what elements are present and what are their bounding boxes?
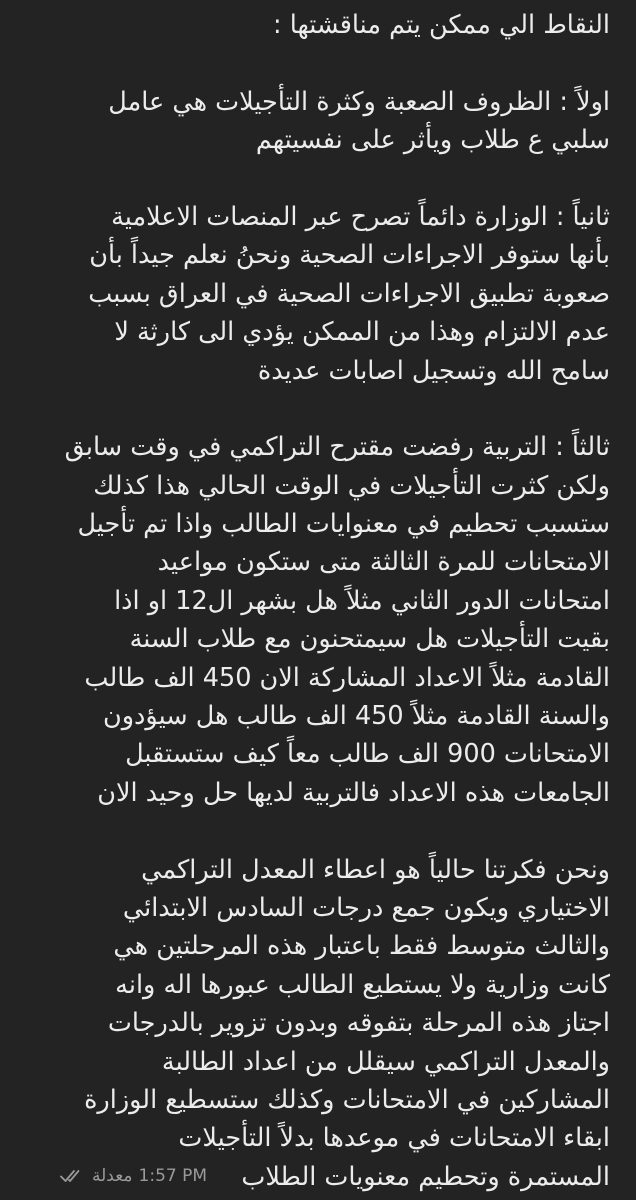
message-paragraph [20,83,610,160]
message-line: والسنة القادمة مثلاً 450 الف طالب هل سيؤدون [103,701,610,732]
message-line: عدم الالتزام وهذا من الممكن يؤدي الى كارثة لا [114,317,610,348]
message-line: النقاط الي ممكن يتم مناقشتها : [273,10,610,40]
double-check-icon [60,1168,86,1184]
message-line: امتحانات الدور الثاني مثلاً هل بشهر ال12 او اذا [114,585,610,616]
message-paragraph [20,6,610,44]
message-line: المشاركين في الامتحانات وكذلك ستسطيع الوزارة [84,1084,610,1115]
edited-label: معدلة [92,1166,133,1186]
message-line: القادمة مثلاً الاعداد المشاركة الان 450 الف طالب [84,662,610,693]
message-line: بأنها ستوفر الاجراءات الصحية ونحنُ نعلم جيداً بأن [89,240,610,271]
message-line: الامتحانات للمرة الثالثة متى ستكون مواعيد [157,547,610,578]
message-line: بقيت التأجيلات هل سيمتحنون مع طلاب السنة [129,624,610,655]
message-line: والمعدل التراكمي سيقلل من اعداد الطالبة [161,1046,610,1077]
paragraph-gap [20,812,610,850]
paragraph-gap [20,44,610,82]
message-line: ستسبب تحطيم في معنوايات الطالب واذا تم تأجيل [77,509,610,540]
message-text [20,6,610,1196]
message-line: المستمرة وتحطيم معنويات الطلاب [241,1161,610,1192]
paragraph-gap [20,160,610,198]
message-line: اولاً : الظروف الصعبة وكثرة التأجيلات هي عامل [108,86,610,117]
paragraph-gap [20,390,610,428]
message-line: الجامعات هذه الاعداد فالتربية لديها حل وحيد الان [97,777,610,808]
message-meta [60,1166,207,1186]
message-line: ولكن كثرت التأجيلات في الوقت الحالي هذا كذلك [93,470,610,501]
message-line: سلبي ع طلاب ويأثر على نفسيتهم [255,125,610,156]
message-line: اجتاز هذه المرحلة بتفوقه وبدون تزوير بالدرجات [107,1008,610,1039]
message-line: ثالثاً : التربية رفضت مقترح التراكمي في وقت سابق [64,432,610,463]
message-line: والثالث متوسط فقط باعتبار هذه المرحلتين هي [113,931,610,962]
message-line: الامتحانات 900 الف طالب معاً كيف ستستقبل [125,739,610,770]
message-paragraph [20,851,610,1197]
message-paragraph [20,198,610,390]
message-time: 1:57 PM [138,1166,208,1186]
message-line: كانت وزارية ولا يستطيع الطالب عبورها اله وانه [115,969,610,1000]
message-line: سامح الله وتسجيل اصابات عديدة [257,355,610,386]
message-line: ثانياً : الوزارة دائماً تصرح عبر المنصات الاعلامية [111,201,610,232]
message-line: ونحن فكرتنا حالياً هو اعطاء المعدل التراكمي [141,854,610,885]
message-line: صعوبة تطبيق الاجراءات الصحية في العراق بسبب [88,278,610,309]
message-paragraph [20,428,610,812]
message-line: الاختياري ويكون جمع درجات السادس الابتدائي [122,892,610,923]
message-line: ابقاء الامتحانات في موعدها بدلاً التأجيلات [178,1123,610,1154]
